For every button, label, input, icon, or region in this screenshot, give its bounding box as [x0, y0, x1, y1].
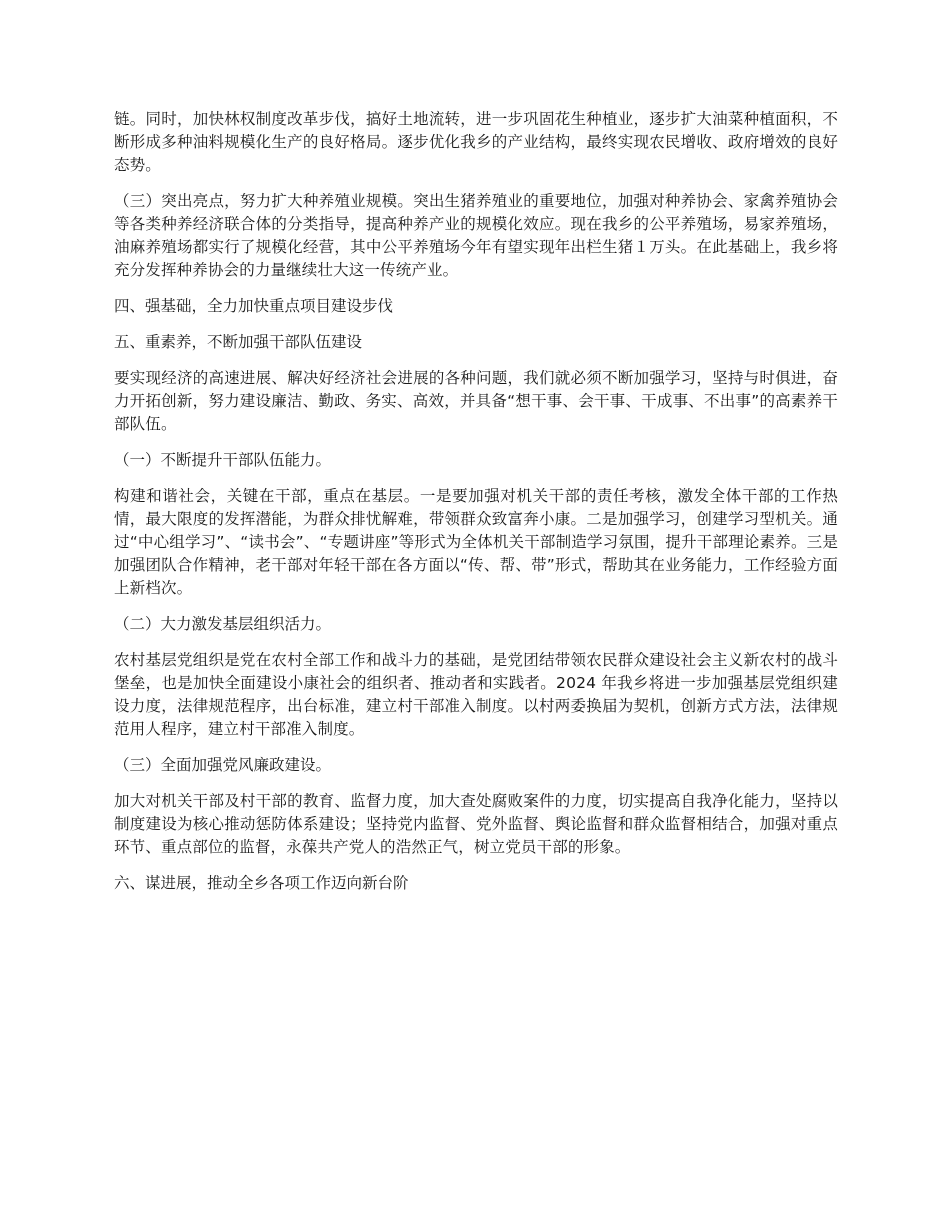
section-heading-5: 五、重素养，不断加强干部队伍建设 — [114, 333, 363, 351]
paragraph-cadre-ability: 构建和谐社会，关键在干部，重点在基层。一是要加强对机关干部的责任考核，激发全体干部的工作热情，最大限度的发挥潜能，为群众排忧解难，带领群众致富奔小康。二是加强学习，创建学习型机关。通过“中心组学习”、“读书会”、“专题讲座”等形式为全体机关干部制造学习氛围，提升干部理论素养。三是加强团队合作精神，老干部对年轻干部在各方面以“传、帮、带”形式，帮助其在业务能力，工作经验方面上新档次。 — [114, 487, 838, 597]
subheading-cadre-ability: （一）不断提升干部队伍能力。 — [114, 451, 332, 469]
paragraph-clean-government: 加大对机关干部及村干部的教育、监督力度，加大查处腐败案件的力度，切实提高自我净化能力，坚持以制度建设为核心推动惩防体系建设；坚持党内监督、党外监督、舆论监督和群众监督相结合，加强对重点环节、重点部位的监督，永葆共产党人的浩然正气，树立党员干部的形象。 — [114, 792, 838, 856]
document-body — [114, 108, 838, 908]
section-heading-6: 六、谋进展，推动全乡各项工作迈向新台阶 — [114, 874, 409, 892]
paragraph-industry-structure: 链。同时，加快林权制度改革步伐，搞好土地流转，进一步巩固花生种植业，逐步扩大油菜种植面积，不断形成多种油料规模化生产的良好格局。逐步优化我乡的产业结构，最终实现农民增收、政府增效的良好态势。 — [114, 110, 838, 174]
paragraph-cadre-intro: 要实现经济的高速进展、解决好经济社会进展的各种问题，我们就必须不断加强学习，坚持与时俱进，奋力开拓创新，努力建设廉洁、勤政、务实、高效，并具备“想干事、会干事、干成事、不出事”的高素养干部队伍。 — [114, 369, 838, 433]
subheading-clean-government: （三）全面加强党风廉政建设。 — [114, 756, 332, 774]
subheading-grassroots-vitality: （二）大力激发基层组织活力。 — [114, 615, 332, 633]
paragraph-breeding-scale: （三）突出亮点，努力扩大种养殖业规模。突出生猪养殖业的重要地位，加强对种养协会、家禽养殖协会等各类种养经济联合体的分类指导，提高种养产业的规模化效应。现在我乡的公平养殖场，易家养殖场，油麻养殖场都实行了规模化经营，其中公平养殖场今年有望实现年出栏生猪１万头。在此基础上，我乡将充分发挥种养协会的力量继续壮大这一传统产业。 — [114, 192, 838, 279]
paragraph-grassroots-vitality: 农村基层党组织是党在农村全部工作和战斗力的基础，是党团结带领农民群众建设社会主义新农村的战斗堡垒，也是加快全面建设小康社会的组织者、推动者和实践者。2024 年我乡将进一步加强基层党组织建设力度，法律规范程序，出台标准，建立村干部准入制度。以村两委换届为契机，创新方式方法，法律规范用人程序，建立村干部准入制度。 — [114, 651, 838, 738]
section-heading-4: 四、强基础，全力加快重点项目建设步伐 — [114, 297, 394, 315]
